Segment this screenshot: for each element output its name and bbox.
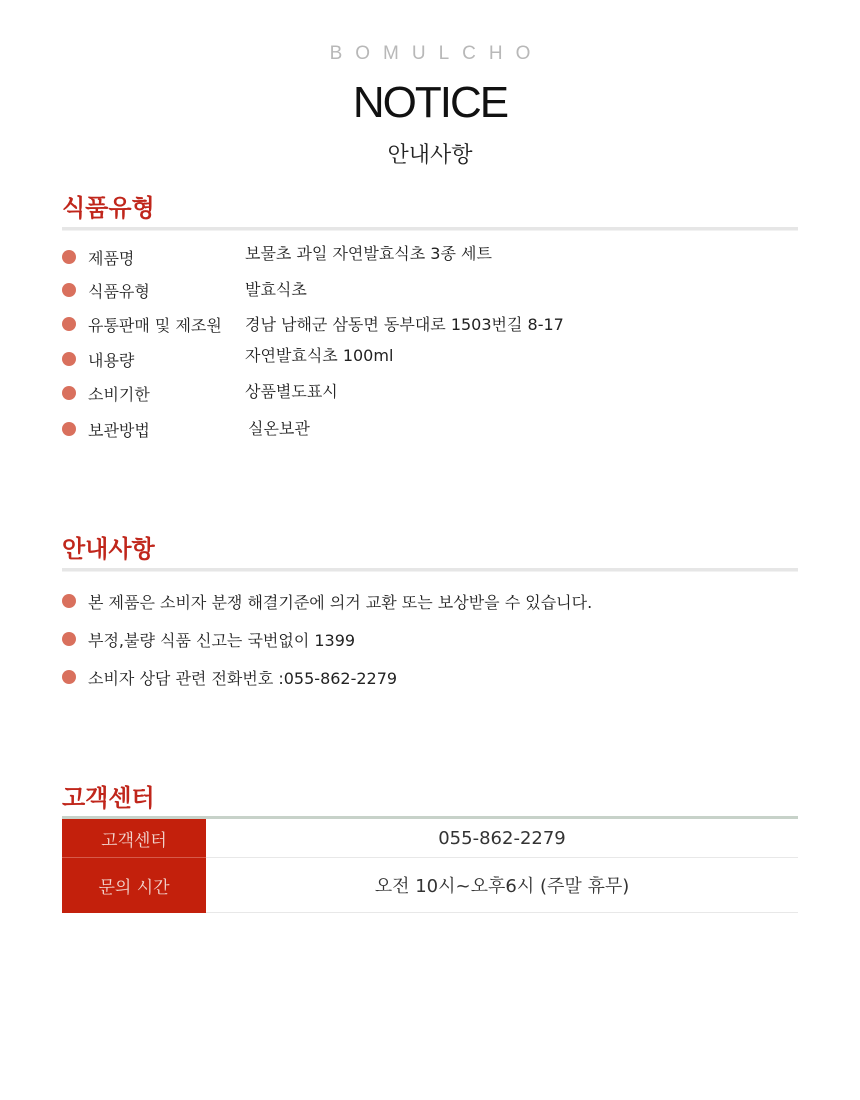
row-header: 고객센터 (62, 819, 206, 858)
notice-text: 부정,불량 식품 신고는 국번없이 1399 (88, 630, 356, 650)
bullet-icon (62, 317, 76, 331)
page-title: NOTICE (352, 78, 508, 127)
product-section-title: 식품유형 (62, 194, 155, 222)
row-header: 문의 시간 (62, 858, 206, 913)
info-label: 소비기한 (88, 384, 150, 404)
customer-center-table (62, 819, 798, 913)
notice-item (62, 588, 592, 614)
info-value: 자연발효식초 100ml (245, 346, 394, 365)
info-label: 보관방법 (88, 420, 150, 440)
bullet-icon (62, 386, 76, 400)
info-value: 보물초 과일 자연발효식초 3종 세트 (245, 244, 492, 263)
product-info-row (62, 277, 245, 303)
bullet-icon (62, 422, 76, 436)
notice-section-title: 안내사항 (62, 535, 155, 563)
section-divider (62, 568, 798, 572)
business-hours: 오전 10시~오후6시 (주말 휴무) (206, 858, 798, 913)
table-row (62, 858, 798, 913)
bullet-icon (62, 250, 76, 264)
notice-text: 본 제품은 소비자 분쟁 해결기준에 의거 교환 또는 보상받을 수 있습니다. (88, 592, 593, 612)
info-value: 경남 남해군 삼동면 동부대로 1503번길 8-17 (245, 315, 564, 334)
bullet-icon (62, 632, 76, 646)
phone-number: 055-862-2279 (206, 819, 798, 858)
bullet-icon (62, 670, 76, 684)
section-divider (62, 227, 798, 231)
bullet-icon (62, 352, 76, 366)
brand-name: BOMULCHO (329, 43, 544, 64)
table-row (62, 819, 798, 858)
notice-text: 소비자 상담 관련 전화번호 :055-862-2279 (88, 668, 398, 688)
bullet-icon (62, 594, 76, 608)
info-value: 실온보관 (248, 419, 310, 438)
info-value: 발효식초 (245, 280, 307, 299)
info-label: 내용량 (88, 350, 135, 370)
product-info-row (62, 380, 245, 406)
customer-center-title: 고객센터 (62, 784, 155, 812)
info-label: 유통판매 및 제조원 (88, 315, 222, 335)
info-label: 식품유형 (88, 281, 150, 301)
notice-item (62, 664, 397, 690)
product-info-row (62, 244, 245, 270)
product-info-row (62, 346, 245, 372)
info-value: 상품별도표시 (245, 382, 338, 401)
info-label: 제품명 (88, 248, 135, 268)
bullet-icon (62, 283, 76, 297)
page-subtitle: 안내사항 (387, 143, 473, 168)
product-info-row (62, 416, 245, 442)
notice-item (62, 626, 355, 652)
product-info-row (62, 311, 245, 337)
